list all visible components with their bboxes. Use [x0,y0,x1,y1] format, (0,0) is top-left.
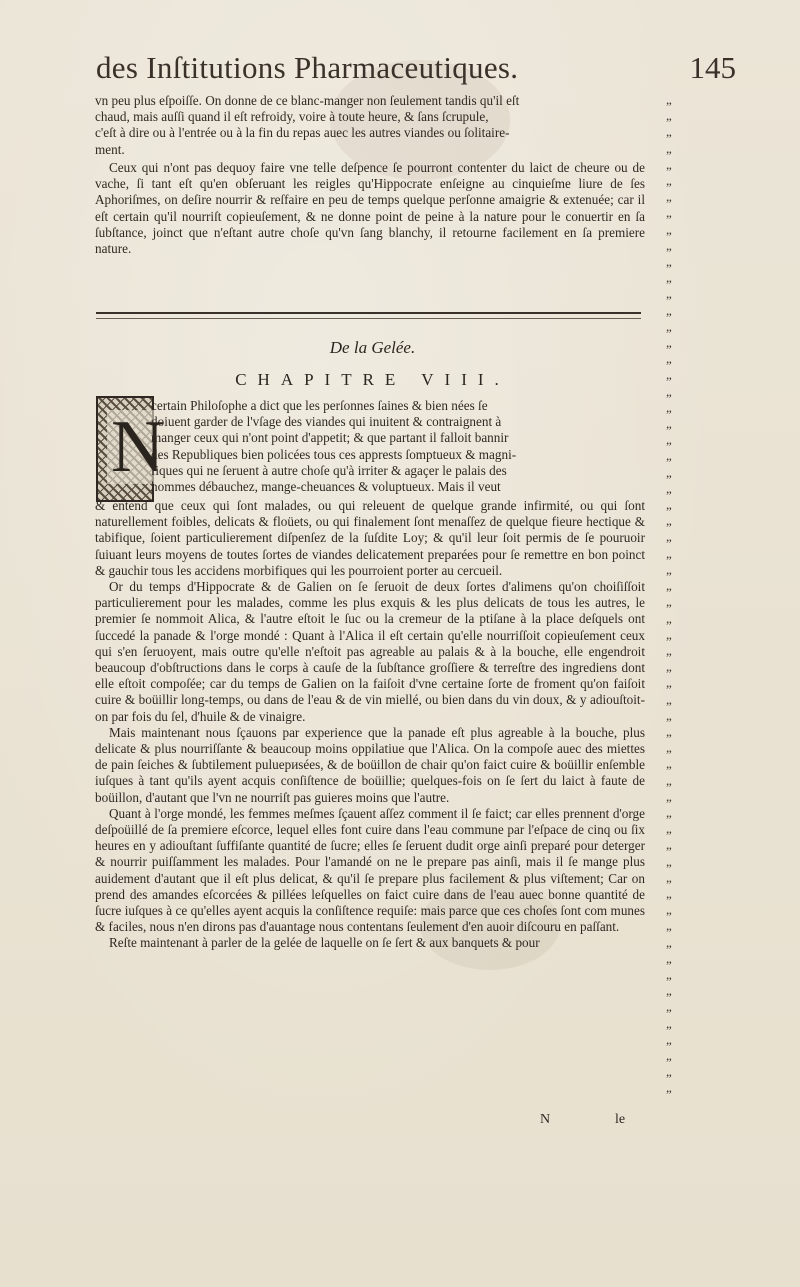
margin-quote-mark: „ [666,513,672,529]
margin-quote-mark: „ [666,367,672,383]
page-header [96,50,736,90]
margin-quote-mark: „ [666,821,672,837]
margin-quote-mark: „ [666,1047,672,1063]
margin-quote-mark: „ [666,642,672,658]
margin-quote-mark: „ [666,221,672,237]
margin-quote-mark: „ [666,804,672,820]
text-line: fiques qui ne ſeruent à autre choſe qu'à irriter & agaçer le palais des [151,462,507,478]
margin-quote-mark: „ [666,108,672,124]
text-line: manger ceux qui n'ont point d'appetit; & que partant il falloit bannir [151,430,509,446]
margin-quote-mark: „ [666,92,672,107]
margin-quote-mark: „ [666,1015,672,1031]
paragraph: Ceux qui n'ont pas dequoy faire vne telle deſpence ſe pourront contenter du laict de cheure ou de vache, ſi tant eſt qu'en obſeruant les reigles qu'Hippocrate enſeigne au cinquieſme liure de ſes Aphoriſmes, on deſire nourrir & reſfaire en peu de temps quelque perſonne amaigrie & extenuée; car il eſt certain qu'il nourriſt copieuſement, & ne donne point de peine à la nature pour le conuertir en ſa ſubſtance, joinct que n'eſtant autre choſe qu'vn ſang blanchy, il retourne facilement en ſa premiere nature. [95,160,645,257]
margin-quote-mark: „ [666,675,672,691]
margin-quote-mark: „ [666,691,672,707]
margin-quote-mark: „ [666,626,672,642]
margin-quote-mark: „ [666,464,672,480]
text-line: chaud, mais auſſi quand il eſt refroidy, voire à toute heure, & ſans ſcrupule, [95,109,489,125]
margin-quote-mark: „ [666,707,672,723]
opening-text [95,93,645,158]
section-title: De la Gelée. [329,338,416,357]
margin-quote-mark: „ [666,254,672,270]
ornamental-initial [96,396,165,502]
paragraph: Reſte maintenant à parler de la gelée de laquelle on ſe ſert & aux banquets & pour [109,935,540,951]
margin-quote-mark: „ [666,853,672,869]
margin-quote-mark: „ [666,578,672,594]
margin-quote-mark: „ [666,173,672,189]
margin-quote-mark: „ [666,1031,672,1047]
margin-quote-mark: „ [666,383,672,399]
margin-quote-mark: „ [666,1064,672,1080]
margin-quote-mark: „ [666,448,672,464]
margin-quote-mark: „ [666,529,672,545]
margin-quote-mark: „ [666,545,672,561]
catchword: le [615,1112,626,1127]
margin-quote-mark: „ [666,999,672,1015]
chapter-opening [151,398,645,495]
margin-quote-mark: „ [666,756,672,772]
margin-quote-mark: „ [666,124,672,140]
margin-quote-mark: „ [666,189,672,205]
margin-quote-marks [666,92,690,1097]
margin-quote-mark: „ [666,869,672,885]
margin-quote-mark: „ [666,772,672,788]
section-divider [96,312,641,319]
text-line: c'eſt à dire ou à l'entrée ou à la fin du repas auec les autres viandes ou ſolitaire- [95,125,510,141]
margin-quote-mark: „ [666,983,672,999]
margin-quote-mark: „ [666,594,672,610]
margin-quote-mark: „ [666,302,672,318]
margin-quote-mark: „ [666,934,672,950]
margin-quote-mark: „ [666,1080,672,1096]
margin-quote-mark: „ [666,237,672,253]
margin-quote-mark: „ [666,480,672,496]
text-line: des Republiques bien policées tous ces apprests ſomptueux & magni- [151,446,517,462]
paragraph-milk [95,160,645,257]
paragraph: Or du temps d'Hippocrate & de Galien on ſe ſeruoit de deux ſortes d'alimens qu'on choiſiſſoit particulierement pour les malades, comme les plus exquis & les plus delicats de tous les autres, le premier ſe nommoit Alica, & l'autre eſtoit le ſuc ou la cremeur de la ptiſane à la place deſquels ont ſuccedé la panade & l'orge mondé : Quant à l'Alica il eſt certain qu'elle nourriſſoit copieuſement ceux qui s'en ſeruoyent, mais outre qu'elle n'eſtoit pas agreable au palais & à la bouche, elle engendroit beaucoup d'obſtructions dans le corps à cauſe de la ſubſtance groſſiere & terreſtre des ingrediens dont elle eſtoit compoſée; car du temps de Galien on la faiſoit d'vne certaine ſorte de froment qu'on faiſoit cuire & boüillir long-temps, ou dans de l'eau & de vin miellé, ou bien dans du vin doux, & y adiouſtoit-on par fois du ſel, d'huile & de vinaigre. [95,579,645,724]
margin-quote-mark: „ [666,140,672,156]
margin-quote-mark: „ [666,902,672,918]
margin-quote-mark: „ [666,950,672,966]
margin-quote-mark: „ [666,918,672,934]
margin-quote-mark: „ [666,659,672,675]
margin-quote-mark: „ [666,966,672,982]
paragraph: Quant à l'orge mondé, les femmes meſmes ſçauent aſſez comment il ſe faict; car elles prennent d'orge deſpoüillé de ſa premiere eſcorce, lequel elles font cuire dans l'eau commune par l'eſpace de cinq ou ſix heures en y adiouſtant ſuffiſante quantité de ſucre; elles ſe ſeruent dudit orge ainſi preparé pour deterger & nourrir puiſſamment les malades. Pour l'amandé on ne le prepare pas ainſi, mais il ſe mange plus auidement d'autant que il eſt plus delicat, & qu'il ſe prepare plus facilement & plus viſtement; Car on prend des amandes eſcorcées & pillées leſquelles on faict cuire dans de l'eau auec bonne quantité de ſucre iuſques à ce qu'elles ayent acquis la conſiſtence requiſe: mais parce que ces choſes ſont com munes & faciles, nous n'en dirons pas d'auantage nous contentans ſeulement d'en auoir diſcouru en paſſant. [95,805,645,935]
paragraph: Mais maintenant nous ſçauons par experience que la panade eſt plus agreable à la bouche, plus delicate & plus nourriſſante & beaucoup moins oppilatiue que l'Alica. On la compoſe auec des miettes de pain ſeiches & ſubtilement puluериsées, & de boüillon de chair qu'on faict cuire & boüillir enſemble iuſques à tant qu'ils ayent acquis conſiſtence de boüillie; quelques-fois on ſe ſert du laict à faute de boüillon, d'autant que l'vn ne nourriſt pas guieres moins que l'autre. [95,724,645,805]
margin-quote-mark: „ [666,286,672,302]
signature-mark: N [540,1112,551,1127]
margin-quote-mark: „ [666,788,672,804]
running-head: des Inſtitutions Pharmaceutiques. [96,50,519,85]
text-line: hommes débauchez, mange-cheuances & voluptueux. Mais il veut [151,479,501,495]
text-line: ment. [95,141,125,157]
margin-quote-mark: „ [666,497,672,513]
margin-quote-mark: „ [666,399,672,415]
margin-quote-mark: „ [666,723,672,739]
margin-quote-mark: „ [666,351,672,367]
text-line: vn peu plus eſpoiſſe. On donne de ce blanc-manger non ſeulement tandis qu'il eſt [95,93,520,108]
margin-quote-mark: „ [666,610,672,626]
margin-quote-mark: „ [666,837,672,853]
margin-quote-mark: „ [666,416,672,432]
page-number: 145 [689,50,736,85]
margin-quote-mark: „ [666,205,672,221]
text-line: certain Philoſophe a dict que les perſonnes ſaines & bien nées ſe [151,398,488,413]
margin-quote-mark: „ [666,561,672,577]
paragraph: & entend que ceux qui ſont malades, ou qui releuent de quelque grande infirmité, ou qui ſont naturellement foibles, delicats & floüets, ou qui finalement ſont menaſſez de quelque fieure hectique & tabifique, ſoient particulierement diſpenſez de la ſuſdite Loy; & qu'il leur ſoit permis de ſe pouruoir ſuiuant leurs moyens de toutes ſortes de viandes delicatement preparées pour ſe remettre en bon poinct & gauchir tous les accidens morbifiques qui les pourroient porter au cercueil. [95,498,645,578]
margin-quote-mark: „ [666,156,672,172]
drop-cap-letter: N [107,410,168,484]
margin-quote-mark: „ [666,270,672,286]
text-line: doiuent garder de l'vſage des viandes qui inuitent & contraignent à [151,414,502,430]
margin-quote-mark: „ [666,432,672,448]
margin-quote-mark: „ [666,318,672,334]
margin-quote-mark: „ [666,335,672,351]
chapter-title: CHAPITRE VIII. [235,370,510,389]
chapter-body [95,498,645,952]
margin-quote-mark: „ [666,885,672,901]
margin-quote-mark: „ [666,740,672,756]
